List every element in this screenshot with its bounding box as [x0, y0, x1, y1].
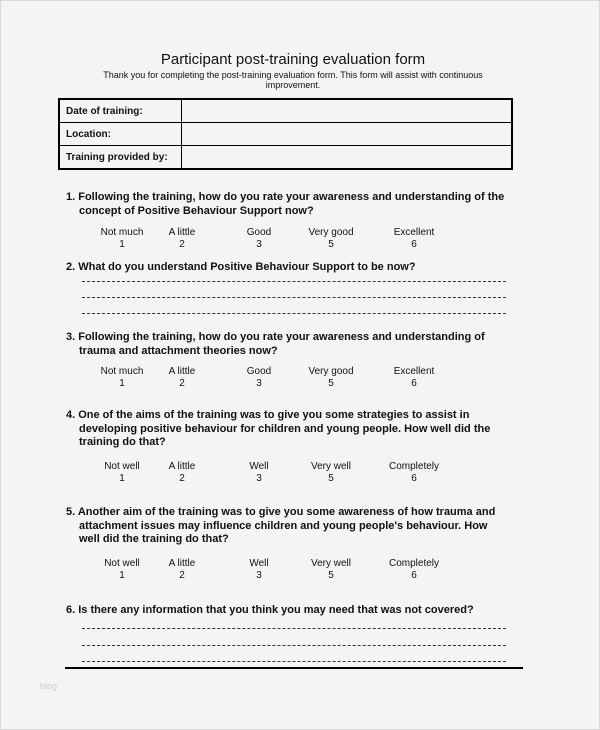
rating-option[interactable] [369, 461, 459, 485]
option-label: Well [249, 558, 269, 569]
question-text: 4. One of the aims of the training was to give you some strategies to assist in [66, 409, 470, 421]
question-text-cont: attachment issues may influence children and young people's behaviour. How well did the training do that? [79, 519, 488, 545]
option-value: 3 [256, 239, 262, 250]
option-label: Very well [310, 461, 351, 472]
option-value: 3 [256, 378, 262, 389]
question-text: 2. What do you understand Positive Behaviour Support to be now? [66, 261, 416, 273]
date-field[interactable] [182, 99, 513, 123]
rating-option[interactable] [369, 366, 459, 390]
option-value: 2 [179, 570, 185, 581]
option-value: 5 [328, 239, 334, 250]
option-value: 1 [119, 570, 125, 581]
answer-line[interactable] [82, 281, 506, 282]
option-label: Good [246, 366, 272, 377]
option-value: 6 [411, 378, 417, 389]
option-value: 5 [328, 570, 334, 581]
question-text: 5. Another aim of the training was to give you some awareness of how trauma and [66, 506, 496, 518]
form-subtitle: Thank you for completing the post-training evaluation form. This form will assist with continuous improvement. [103, 70, 483, 90]
bottom-rule [65, 667, 523, 669]
question-3 [66, 331, 526, 358]
option-label: Very well [310, 558, 351, 569]
option-value: 2 [179, 473, 185, 484]
option-value: 6 [411, 473, 417, 484]
rating-option[interactable] [286, 366, 376, 390]
option-label: Well [249, 461, 269, 472]
option-value: 1 [119, 378, 125, 389]
question-5 [66, 506, 526, 547]
rating-option[interactable] [369, 227, 459, 251]
option-label: A little [168, 461, 196, 472]
option-label: Not well [104, 461, 140, 472]
option-value: 2 [179, 239, 185, 250]
option-label: Completely [388, 461, 440, 472]
question-4 [66, 409, 526, 450]
option-label: Completely [388, 558, 440, 569]
rating-option[interactable] [369, 558, 459, 582]
question-2 [66, 261, 526, 275]
option-label: Good [246, 227, 272, 238]
rating-option[interactable] [286, 461, 376, 485]
option-label: A little [168, 558, 196, 569]
option-value: 1 [119, 239, 125, 250]
option-value: 5 [328, 473, 334, 484]
option-value: 6 [411, 570, 417, 581]
option-label: Not well [104, 558, 140, 569]
option-value: 1 [119, 473, 125, 484]
option-value: 2 [179, 378, 185, 389]
option-value: 3 [256, 473, 262, 484]
option-value: 3 [256, 570, 262, 581]
option-label: Not much [100, 366, 144, 377]
rating-option[interactable] [286, 227, 376, 251]
question-text-cont: concept of Positive Behaviour Support now? [79, 204, 314, 217]
answer-line[interactable] [82, 628, 506, 629]
location-label: Location: [59, 123, 182, 146]
option-label: Very good [308, 366, 354, 377]
rating-option[interactable] [286, 558, 376, 582]
option-label: A little [168, 227, 196, 238]
option-label: Very good [308, 227, 354, 238]
answer-line[interactable] [82, 645, 506, 646]
date-label: Date of training: [59, 99, 182, 123]
question-text: 3. Following the training, how do you rate your awareness and understanding of [66, 331, 485, 343]
form-title: Participant post-training evaluation form [160, 51, 426, 68]
question-text: 6. Is there any information that you think you may need that was not covered? [66, 604, 474, 616]
details-table [58, 98, 513, 170]
question-1 [66, 191, 526, 218]
question-text-cont: trauma and attachment theories now? [79, 344, 278, 357]
question-6 [66, 604, 526, 618]
answer-line[interactable] [82, 297, 506, 298]
option-label: Excellent [393, 366, 435, 377]
option-value: 6 [411, 239, 417, 250]
answer-line[interactable] [82, 313, 506, 314]
question-text-cont: developing positive behaviour for children and young people. How well did the training do that? [79, 422, 491, 448]
option-label: A little [168, 366, 196, 377]
answer-line[interactable] [82, 661, 506, 662]
watermark: blog [40, 681, 58, 691]
option-value: 5 [328, 378, 334, 389]
question-text: 1. Following the training, how do you rate your awareness and understanding of the [66, 191, 505, 203]
location-field[interactable] [182, 123, 513, 146]
option-label: Excellent [393, 227, 435, 238]
provider-label: Training provided by: [59, 146, 182, 170]
provider-field[interactable] [182, 146, 513, 170]
option-label: Not much [100, 227, 144, 238]
